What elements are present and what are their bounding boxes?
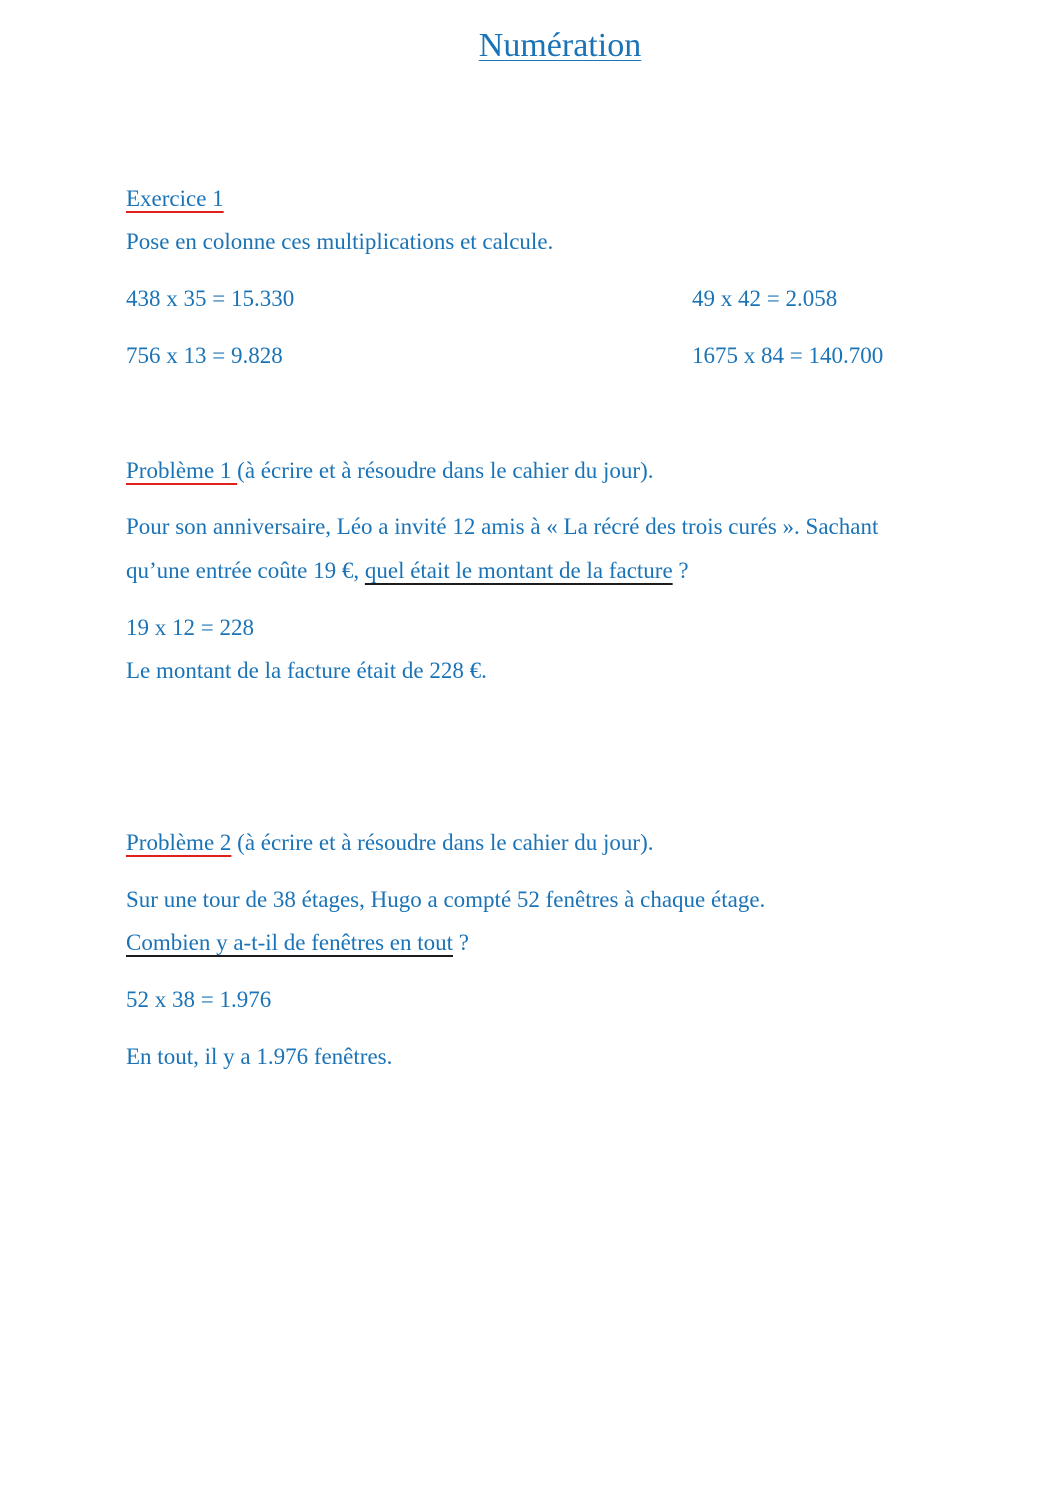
probleme2-calculation: 52 x 38 = 1.976 (126, 987, 272, 1012)
probleme2-question: Combien y a-t-il de fenêtres en tout (126, 930, 454, 955)
probleme2-heading-note: (à écrire et à résoudre dans le cahier du jour). (231, 830, 654, 855)
probleme1-calculation: 19 x 12 = 228 (126, 615, 254, 640)
probleme2-heading: Problème 2 (126, 830, 232, 855)
exercice1-instruction: Pose en colonne ces multiplications et calcule. (126, 229, 554, 254)
exercice1-calc-1: 438 x 35 = 15.330 (126, 286, 295, 311)
probleme1-question-end: ? (672, 558, 689, 583)
probleme2-heading-line (126, 829, 654, 857)
exercice1-calc-2: 49 x 42 = 2.058 (692, 286, 838, 311)
page-title: Numération (478, 27, 642, 64)
probleme1-answer: Le montant de la facture était de 228 €. (126, 658, 487, 683)
probleme1-heading: Problème 1 (126, 458, 238, 483)
exercice1-heading: Exercice 1 (126, 186, 224, 211)
probleme2-statement: Sur une tour de 38 étages, Hugo a compté 52 fenêtres à chaque étage. (126, 887, 766, 912)
exercice1-calc-3: 756 x 13 = 9.828 (126, 343, 283, 368)
probleme2-answer: En tout, il y a 1.976 fenêtres. (126, 1044, 393, 1069)
probleme2-question-end: ? (453, 930, 469, 955)
probleme1-statement-line2 (126, 557, 689, 585)
probleme1-statement-start: qu’une entrée coûte 19 €, (126, 558, 365, 583)
probleme1-heading-line (126, 457, 654, 485)
probleme2-question-line (126, 929, 469, 957)
exercice1-heading-line (126, 185, 224, 213)
exercice1-calc-4: 1675 x 84 = 140.700 (692, 343, 884, 368)
probleme1-question: quel était le montant de la facture (364, 558, 673, 583)
probleme1-statement-line1: Pour son anniversaire, Léo a invité 12 amis à « La récré des trois curés ». Sachant (126, 514, 879, 539)
probleme1-heading-note: (à écrire et à résoudre dans le cahier du jour). (237, 458, 654, 483)
